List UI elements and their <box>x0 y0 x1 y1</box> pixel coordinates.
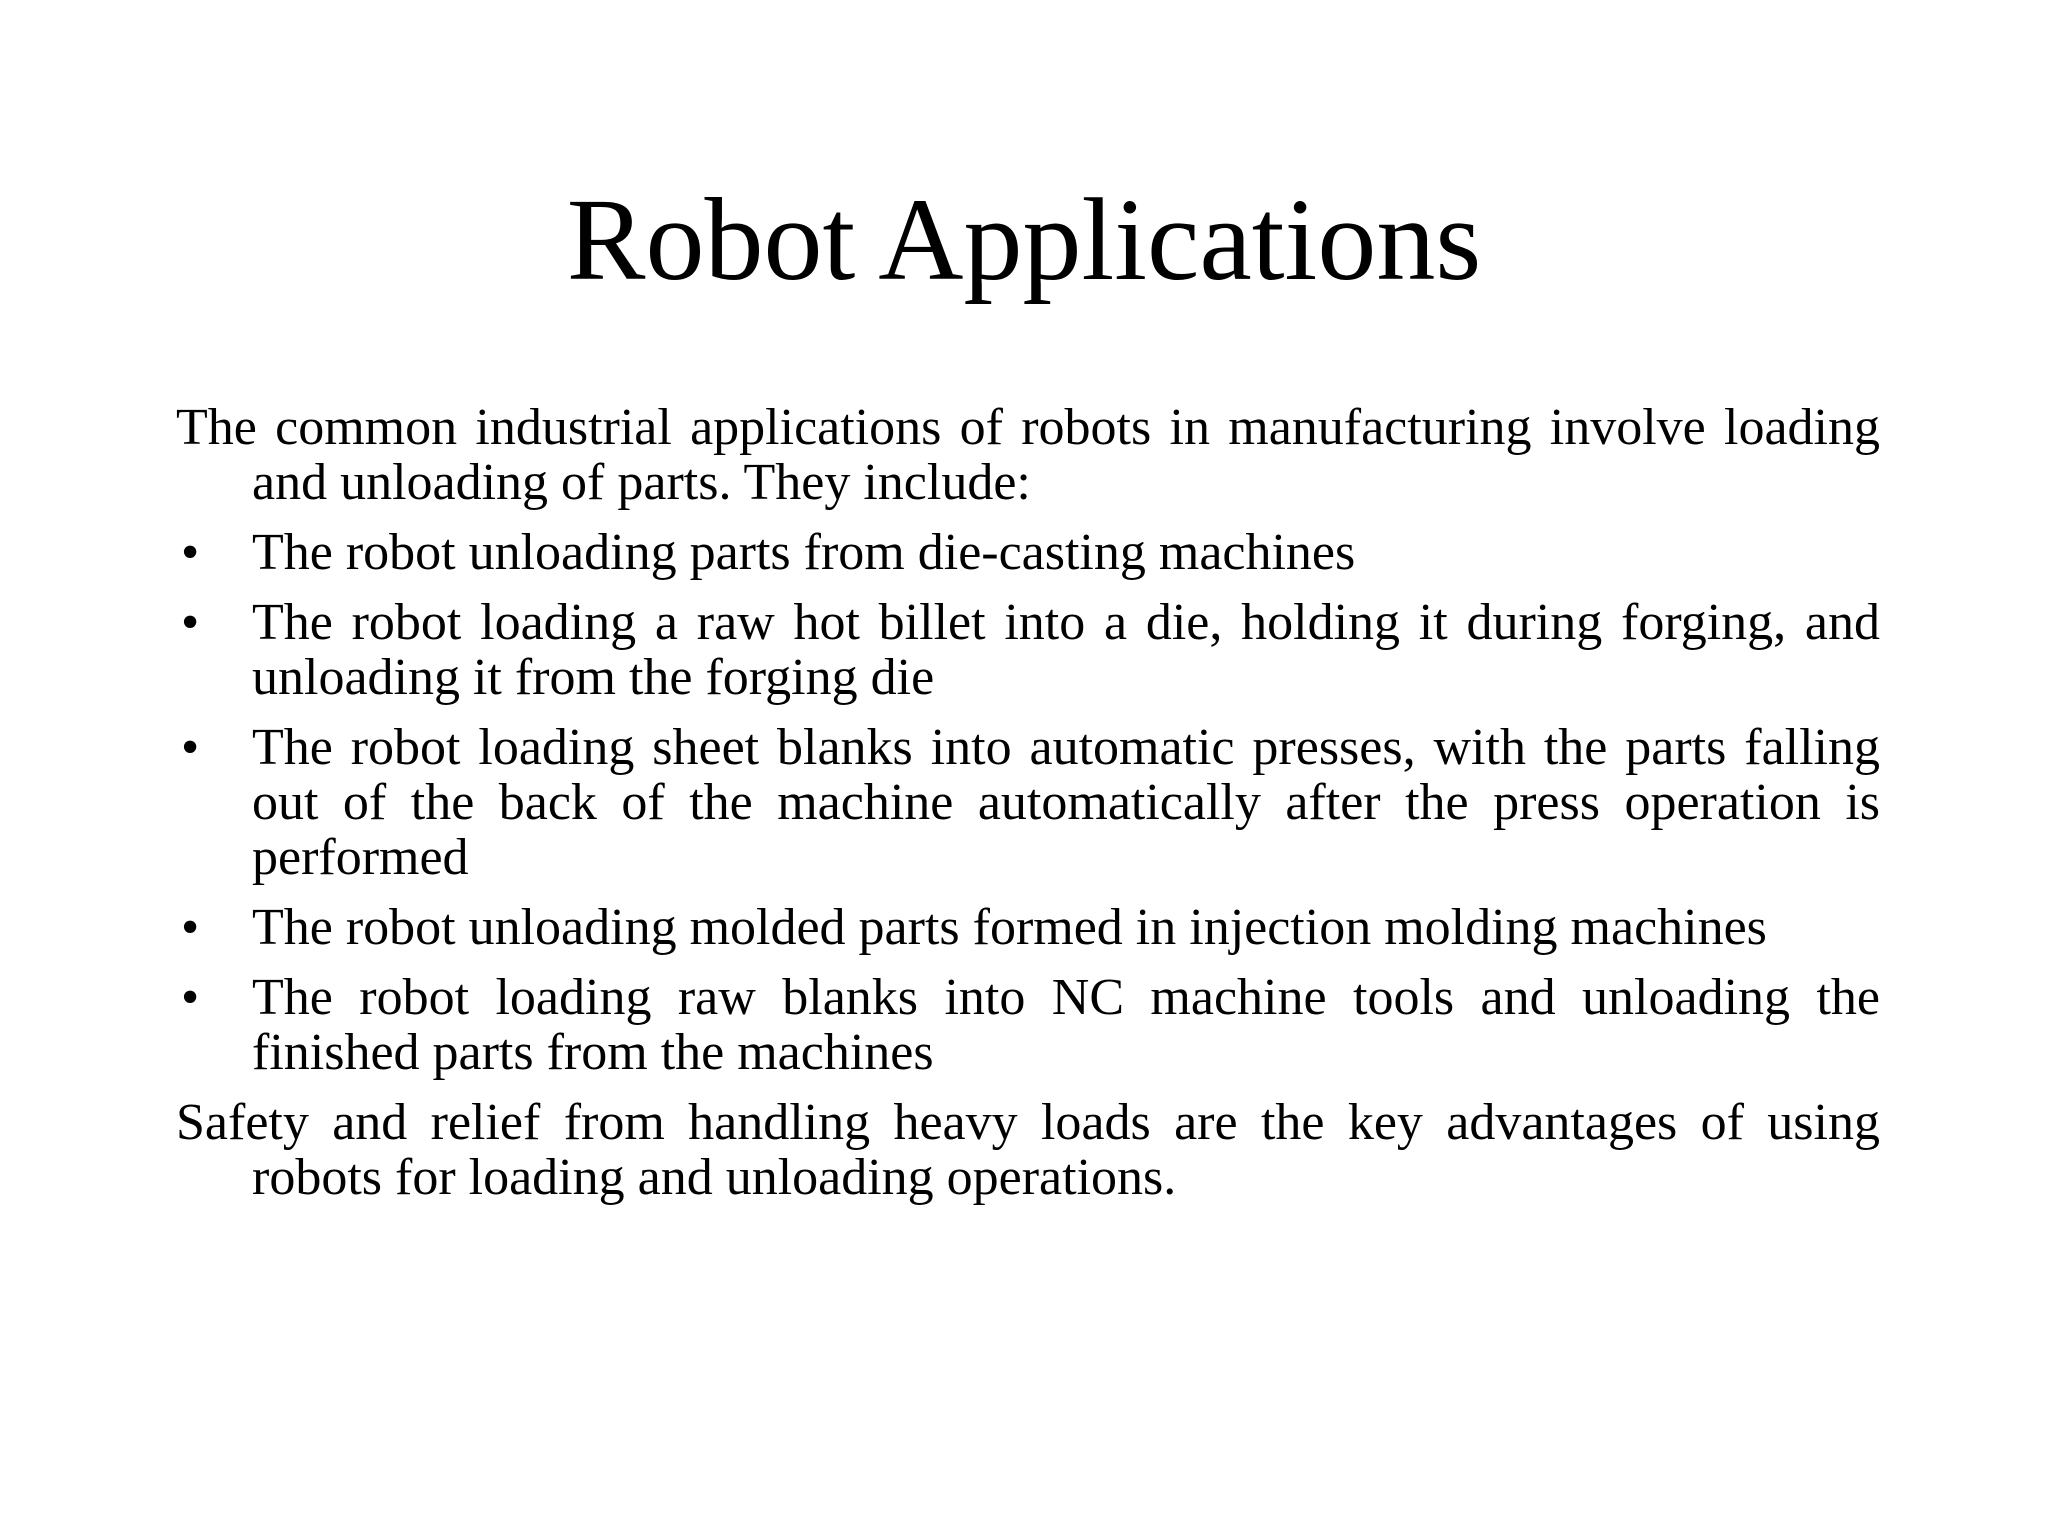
conclusion-paragraph: Safety and relief from handling heavy loads are the key advantages of using robots for loading and unloading operations. <box>176 1094 1880 1206</box>
list-item-text: The robot loading raw blanks into NC machine tools and unloading the finished parts from the machines <box>252 969 1880 1081</box>
bullet-icon: • <box>181 524 200 581</box>
list-item <box>176 525 1880 580</box>
bullet-icon: • <box>181 899 200 956</box>
list-item <box>176 720 1880 885</box>
list-item <box>176 595 1880 705</box>
list-item-text: The robot loading a raw hot billet into a die, holding it during forging, and unloading it from the forging die <box>252 594 1880 706</box>
bullet-icon: • <box>181 594 200 651</box>
list-item-text: The robot unloading parts from die-casting machines <box>252 524 1356 581</box>
intro-paragraph: The common industrial applications of robots in manufacturing involve loading and unloading of parts. They include: <box>176 399 1880 511</box>
slide-body <box>176 400 1880 1220</box>
list-item-text: The robot loading sheet blanks into automatic presses, with the parts falling out of the back of the machine automatically after the press operation is performed <box>252 719 1880 886</box>
list-item-text: The robot unloading molded parts formed in injection molding machines <box>252 899 1767 956</box>
list-item <box>176 900 1880 955</box>
list-item <box>176 970 1880 1080</box>
applications-list <box>176 525 1880 1080</box>
slide-title: Robot Applications <box>566 174 1482 305</box>
bullet-icon: • <box>181 969 200 1026</box>
bullet-icon: • <box>181 719 200 776</box>
